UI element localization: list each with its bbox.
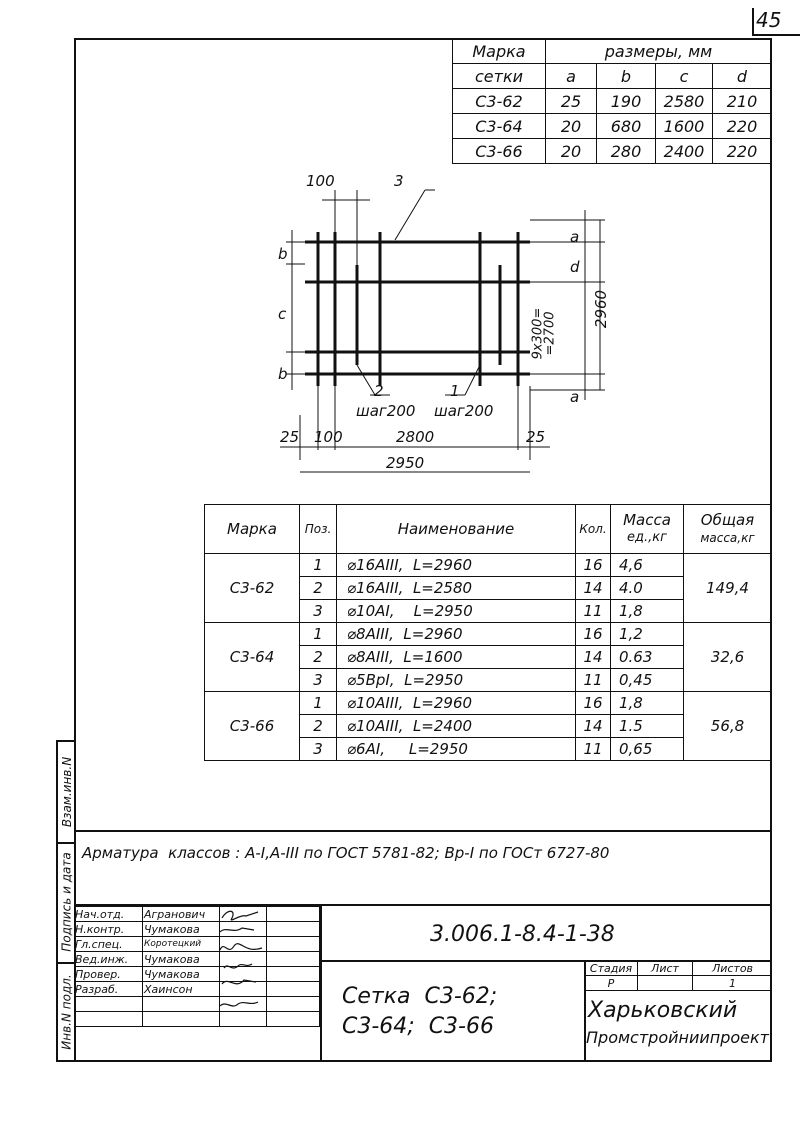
- spec-name: ⌀8AIII, L=2960: [337, 623, 576, 646]
- name-cell: [143, 1012, 220, 1027]
- spec-header-mass-2: ед.,кг: [627, 530, 667, 545]
- dim-right-a-top: a: [570, 228, 580, 246]
- spec-header-total: [684, 505, 772, 554]
- document-title-2: С3-64; С3-66: [342, 1014, 494, 1039]
- table-row: [74, 937, 320, 952]
- signature-mark: [222, 911, 258, 920]
- spec-qty: 11: [576, 669, 611, 692]
- date-cell: [267, 922, 320, 937]
- stage-value: Р: [585, 976, 638, 991]
- signature-mark: [222, 980, 256, 984]
- table-row: [74, 997, 320, 1012]
- role-cell: Н.контр.: [74, 922, 143, 937]
- spec-qty: 14: [576, 715, 611, 738]
- table-row: [74, 1012, 320, 1027]
- organization-name-2: Промстройниипроект: [586, 1028, 769, 1047]
- dims-header-dims: размеры, мм: [546, 39, 772, 64]
- dims-cell: 210: [713, 89, 772, 114]
- sidebar-stamp: [56, 740, 74, 1062]
- dim-bottom-2950: 2950: [386, 454, 425, 472]
- role-cell: Вед.инж.: [74, 952, 143, 967]
- spec-header-mark: Марка: [205, 505, 300, 554]
- spec-header-mass: [611, 505, 684, 554]
- dims-cell: 280: [597, 139, 656, 164]
- signature-mark: [220, 928, 254, 932]
- page-number-text: 45: [756, 8, 782, 32]
- dims-cell: 220: [713, 114, 772, 139]
- signatures-table: [74, 906, 320, 1027]
- spec-name: ⌀5BpI, L=2950: [337, 669, 576, 692]
- spec-mass: 4,6: [611, 554, 684, 577]
- dims-row: [453, 89, 772, 114]
- spec-mass: 0,45: [611, 669, 684, 692]
- dims-cell: 1600: [656, 114, 713, 139]
- dims-cell: 20: [546, 139, 597, 164]
- sheet-label: Лист: [638, 961, 693, 976]
- date-cell: [267, 1012, 320, 1027]
- spec-pos: 2: [300, 577, 337, 600]
- spec-qty: 11: [576, 738, 611, 761]
- spec-qty: 16: [576, 623, 611, 646]
- role-cell: Гл.спец.: [74, 937, 143, 952]
- title-block-divider: [320, 904, 322, 1062]
- reinforcement-note: Арматура классов : А-I,А-III по ГОСТ 5781-82; Вр-I по ГОСт 6727-80: [82, 844, 610, 862]
- dim-bottom-25-left: 25: [280, 428, 300, 446]
- spec-header-qty: Кол.: [576, 505, 611, 554]
- role-cell: Нач.отд.: [74, 907, 143, 922]
- name-cell: Коротецкий: [143, 937, 220, 952]
- name-cell: Агранович: [143, 907, 220, 922]
- dims-cell: 2400: [656, 139, 713, 164]
- date-cell: [267, 997, 320, 1012]
- spec-qty: 16: [576, 554, 611, 577]
- spec-name: ⌀16AIII, L=2960: [337, 554, 576, 577]
- name-cell: Чумакова: [143, 922, 220, 937]
- spec-pos: 1: [300, 554, 337, 577]
- spec-mass: 1,2: [611, 623, 684, 646]
- role-cell: [74, 1012, 143, 1027]
- dim-9x300-line-1: 9x300=: [530, 307, 546, 360]
- spec-name: ⌀10AIII, L=2400: [337, 715, 576, 738]
- spec-total: 56,8: [684, 692, 772, 761]
- role-cell: [74, 997, 143, 1012]
- spec-name: ⌀6AI, L=2950: [337, 738, 576, 761]
- callout-2: 2: [374, 382, 384, 400]
- note-divider: [74, 830, 772, 832]
- date-cell: [267, 982, 320, 997]
- dims-row: [453, 114, 772, 139]
- dimensions-table: [452, 38, 772, 164]
- role-cell: Провер.: [74, 967, 143, 982]
- dims-col-c: c: [656, 64, 713, 89]
- name-cell: Чумакова: [143, 967, 220, 982]
- dims-col-b: b: [597, 64, 656, 89]
- dims-header-mark-1: Марка: [453, 39, 546, 64]
- sidebar-label-replacement: Взам.инв.N: [60, 756, 74, 828]
- spec-header-name: Наименование: [337, 505, 576, 554]
- role-cell: Разраб.: [74, 982, 143, 997]
- spec-pos: 3: [300, 600, 337, 623]
- spec-pos: 1: [300, 623, 337, 646]
- spec-mark: С3-62: [205, 554, 300, 623]
- table-row: [205, 554, 772, 577]
- signature-mark: [220, 944, 262, 950]
- table-row: [205, 692, 772, 715]
- dim-9x300-line-2: =2700: [542, 311, 558, 356]
- spec-mark: С3-64: [205, 623, 300, 692]
- spec-total: 32,6: [684, 623, 772, 692]
- document-code: 3.006.1-8.4-1-38: [430, 922, 615, 947]
- date-cell: [267, 937, 320, 952]
- spec-mass: 1,8: [611, 600, 684, 623]
- spec-header-total-2: масса,кг: [700, 531, 755, 545]
- callout-1: 1: [450, 382, 460, 400]
- spec-name: ⌀10AI, L=2950: [337, 600, 576, 623]
- stage-label: Стадия: [585, 961, 638, 976]
- step-label-2: шаг200: [356, 402, 416, 420]
- dim-left-c: c: [278, 305, 287, 323]
- table-row: [74, 907, 320, 922]
- stage-table: [584, 960, 772, 991]
- dims-cell: 190: [597, 89, 656, 114]
- spec-name: ⌀8AIII, L=1600: [337, 646, 576, 669]
- date-cell: [267, 952, 320, 967]
- name-cell: [143, 997, 220, 1012]
- sidebar-label-signature: Подпись и дата: [60, 852, 74, 952]
- signature-mark: [220, 1002, 258, 1006]
- name-cell: Хаинсон: [143, 982, 220, 997]
- organization-name-1: Харьковский: [588, 998, 738, 1023]
- name-cell: Чумакова: [143, 952, 220, 967]
- spec-total: 149,4: [684, 554, 772, 623]
- dim-left-b-top: b: [278, 245, 288, 263]
- dims-col-a: a: [546, 64, 597, 89]
- dims-cell: 220: [713, 139, 772, 164]
- spec-qty: 14: [576, 577, 611, 600]
- dims-header-mark-2: сетки: [453, 64, 546, 89]
- spec-mass: 0,65: [611, 738, 684, 761]
- sidebar-label-inventory: Инв.N подл.: [60, 974, 74, 1050]
- spec-pos: 2: [300, 646, 337, 669]
- sheets-label: Листов: [693, 961, 773, 976]
- signatures-scribble: [214, 906, 274, 1036]
- dims-cell: 2580: [656, 89, 713, 114]
- spec-qty: 16: [576, 692, 611, 715]
- spec-header-pos: Поз.: [300, 505, 337, 554]
- dim-bottom-100: 100: [314, 428, 343, 446]
- dims-cell: 20: [546, 114, 597, 139]
- dims-cell: С3-64: [453, 114, 546, 139]
- dim-right-2960: 2960: [592, 289, 611, 329]
- dim-left-b-bottom: b: [278, 365, 288, 383]
- specification-table: [204, 504, 772, 761]
- dims-cell: 25: [546, 89, 597, 114]
- spec-qty: 11: [576, 600, 611, 623]
- table-row: [74, 952, 320, 967]
- spec-pos: 1: [300, 692, 337, 715]
- dims-cell: С3-62: [453, 89, 546, 114]
- spec-pos: 2: [300, 715, 337, 738]
- sheet-value: [638, 976, 693, 991]
- spec-header-mass-1: Масса: [623, 511, 671, 529]
- table-row: [74, 982, 320, 997]
- spec-header-total-1: Общая: [700, 511, 755, 529]
- dim-right-9x300: [532, 300, 572, 370]
- signature-mark: [224, 964, 252, 968]
- spec-mass: 1,8: [611, 692, 684, 715]
- dim-100-top: 100: [306, 172, 335, 190]
- dims-col-d: d: [713, 64, 772, 89]
- sheets-value: 1: [693, 976, 773, 991]
- dims-cell: С3-66: [453, 139, 546, 164]
- dim-right-a-bottom: a: [570, 388, 580, 406]
- spec-pos: 3: [300, 738, 337, 761]
- spec-qty: 14: [576, 646, 611, 669]
- date-cell: [267, 967, 320, 982]
- dim-bottom-25-right: 25: [526, 428, 546, 446]
- spec-mark: С3-66: [205, 692, 300, 761]
- spec-name: ⌀10AIII, L=2960: [337, 692, 576, 715]
- date-cell: [267, 907, 320, 922]
- spec-pos: 3: [300, 669, 337, 692]
- table-row: [74, 922, 320, 937]
- dims-cell: 680: [597, 114, 656, 139]
- dim-right-d: d: [570, 258, 580, 276]
- dim-bottom-2800: 2800: [396, 428, 435, 446]
- step-label-1: шаг200: [434, 402, 494, 420]
- document-title-1: Сетка С3-62;: [342, 984, 498, 1009]
- spec-mass: 4.0: [611, 577, 684, 600]
- spec-mass: 1.5: [611, 715, 684, 738]
- table-row: [74, 967, 320, 982]
- spec-name: ⌀16AIII, L=2580: [337, 577, 576, 600]
- callout-3: 3: [394, 172, 404, 190]
- spec-mass: 0.63: [611, 646, 684, 669]
- table-row: [205, 623, 772, 646]
